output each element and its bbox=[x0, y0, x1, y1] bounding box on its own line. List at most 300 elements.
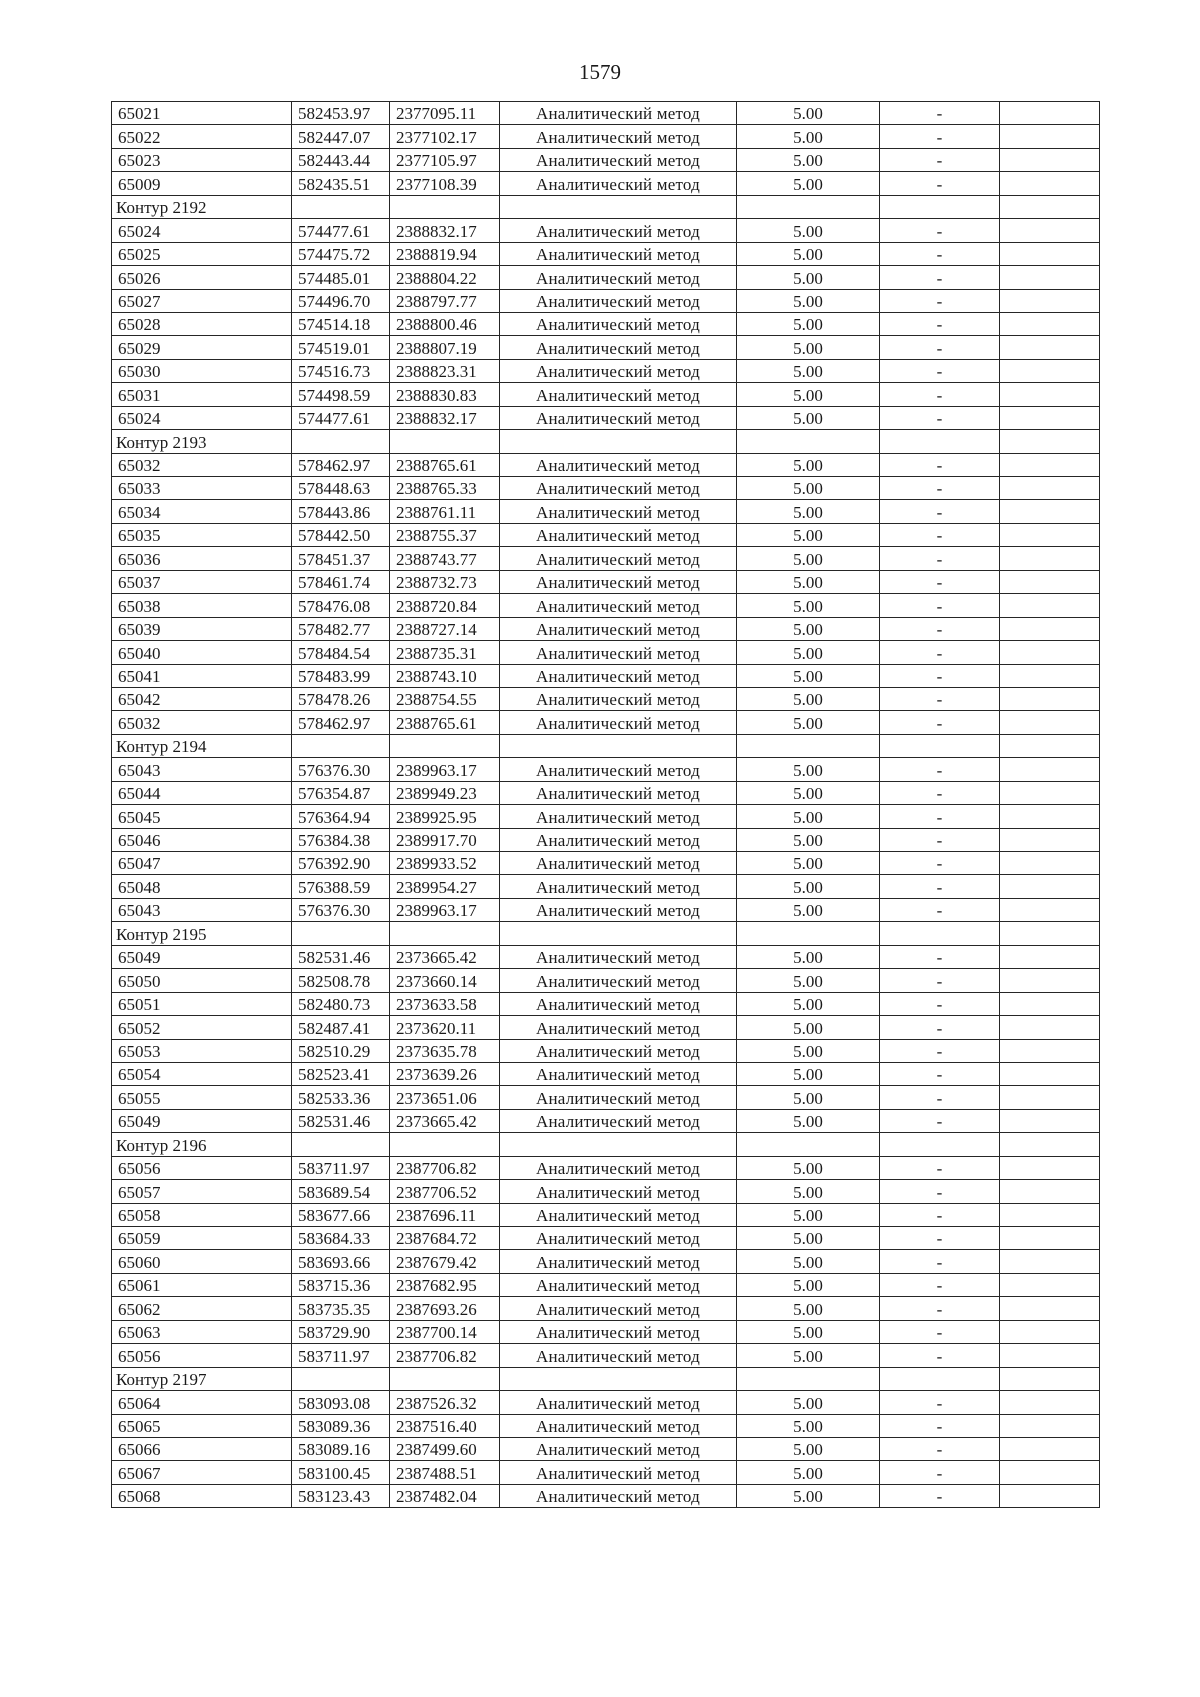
note-cell: - bbox=[880, 1086, 1000, 1109]
method-cell: Аналитический метод bbox=[500, 1039, 737, 1062]
empty-cell bbox=[1000, 969, 1100, 992]
empty-cell bbox=[1000, 617, 1100, 640]
table-row bbox=[112, 969, 1100, 992]
accuracy-cell: 5.00 bbox=[737, 1039, 880, 1062]
contour-label: Контур 2195 bbox=[112, 922, 292, 945]
accuracy-cell: 5.00 bbox=[737, 1320, 880, 1343]
empty-cell bbox=[1000, 523, 1100, 546]
method-cell: Аналитический метод bbox=[500, 992, 737, 1015]
accuracy-cell: 5.00 bbox=[737, 1344, 880, 1367]
point-id-cell: 65049 bbox=[112, 1109, 292, 1132]
method-cell: Аналитический метод bbox=[500, 266, 737, 289]
point-id-cell: 65058 bbox=[112, 1203, 292, 1226]
accuracy-cell: 5.00 bbox=[737, 102, 880, 125]
method-cell: Аналитический метод bbox=[500, 1273, 737, 1296]
y-cell bbox=[390, 922, 500, 945]
table-row bbox=[112, 898, 1100, 921]
x-coordinate-cell: 578462.97 bbox=[292, 453, 390, 476]
method-cell: Аналитический метод bbox=[500, 1062, 737, 1085]
y-coordinate-cell: 2387706.52 bbox=[390, 1180, 500, 1203]
accuracy-cell: 5.00 bbox=[737, 1227, 880, 1250]
y-coordinate-cell: 2388800.46 bbox=[390, 312, 500, 335]
empty-cell bbox=[1000, 781, 1100, 804]
y-coordinate-cell: 2387693.26 bbox=[390, 1297, 500, 1320]
point-id-cell: 65034 bbox=[112, 500, 292, 523]
x-cell bbox=[292, 734, 390, 757]
table-row bbox=[112, 1016, 1100, 1039]
table-row bbox=[112, 1250, 1100, 1273]
accuracy-cell: 5.00 bbox=[737, 1461, 880, 1484]
empty-cell bbox=[1000, 805, 1100, 828]
note-cell: - bbox=[880, 758, 1000, 781]
contour-header-row bbox=[112, 1133, 1100, 1156]
note-cell: - bbox=[880, 1156, 1000, 1179]
x-coordinate-cell: 583693.66 bbox=[292, 1250, 390, 1273]
empty-cell bbox=[1000, 1391, 1100, 1414]
accuracy-cell: 5.00 bbox=[737, 289, 880, 312]
point-id-cell: 65044 bbox=[112, 781, 292, 804]
point-id-cell: 65027 bbox=[112, 289, 292, 312]
x-coordinate-cell: 582523.41 bbox=[292, 1062, 390, 1085]
x-coordinate-cell: 583729.90 bbox=[292, 1320, 390, 1343]
point-id-cell: 65037 bbox=[112, 570, 292, 593]
accuracy-cell: 5.00 bbox=[737, 359, 880, 382]
point-id-cell: 65059 bbox=[112, 1227, 292, 1250]
note-cell: - bbox=[880, 1250, 1000, 1273]
method-cell: Аналитический метод bbox=[500, 148, 737, 171]
x-coordinate-cell: 574475.72 bbox=[292, 242, 390, 265]
note-cell: - bbox=[880, 992, 1000, 1015]
y-cell bbox=[390, 430, 500, 453]
x-coordinate-cell: 576376.30 bbox=[292, 758, 390, 781]
x-coordinate-cell: 583711.97 bbox=[292, 1344, 390, 1367]
y-coordinate-cell: 2387499.60 bbox=[390, 1437, 500, 1460]
x-coordinate-cell: 578451.37 bbox=[292, 547, 390, 570]
x-coordinate-cell: 576384.38 bbox=[292, 828, 390, 851]
x-coordinate-cell: 582533.36 bbox=[292, 1086, 390, 1109]
note-cell: - bbox=[880, 1039, 1000, 1062]
point-id-cell: 65061 bbox=[112, 1273, 292, 1296]
y-coordinate-cell: 2388743.77 bbox=[390, 547, 500, 570]
note-cell: - bbox=[880, 711, 1000, 734]
accuracy-cell: 5.00 bbox=[737, 148, 880, 171]
table-row bbox=[112, 641, 1100, 664]
contour-header-row bbox=[112, 922, 1100, 945]
y-cell bbox=[390, 734, 500, 757]
point-id-cell: 65067 bbox=[112, 1461, 292, 1484]
method-cell: Аналитический метод bbox=[500, 758, 737, 781]
point-id-cell: 65039 bbox=[112, 617, 292, 640]
table-row bbox=[112, 453, 1100, 476]
method-cell: Аналитический метод bbox=[500, 945, 737, 968]
method-cell: Аналитический метод bbox=[500, 172, 737, 195]
empty-cell bbox=[1000, 1437, 1100, 1460]
note-cell: - bbox=[880, 945, 1000, 968]
page-number: 1579 bbox=[579, 60, 621, 84]
x-coordinate-cell: 583677.66 bbox=[292, 1203, 390, 1226]
y-coordinate-cell: 2387526.32 bbox=[390, 1391, 500, 1414]
note-cell: - bbox=[880, 1016, 1000, 1039]
note-cell: - bbox=[880, 289, 1000, 312]
y-coordinate-cell: 2388830.83 bbox=[390, 383, 500, 406]
table-row bbox=[112, 219, 1100, 242]
note-cell: - bbox=[880, 875, 1000, 898]
accuracy-cell: 5.00 bbox=[737, 875, 880, 898]
y-coordinate-cell: 2377095.11 bbox=[390, 102, 500, 125]
y-coordinate-cell: 2373620.11 bbox=[390, 1016, 500, 1039]
method-cell: Аналитический метод bbox=[500, 1227, 737, 1250]
accuracy-cell bbox=[737, 922, 880, 945]
empty-cell bbox=[1000, 359, 1100, 382]
point-id-cell: 65046 bbox=[112, 828, 292, 851]
point-id-cell: 65035 bbox=[112, 523, 292, 546]
note-cell: - bbox=[880, 336, 1000, 359]
note-cell: - bbox=[880, 1062, 1000, 1085]
table-row bbox=[112, 781, 1100, 804]
accuracy-cell: 5.00 bbox=[737, 1297, 880, 1320]
x-cell bbox=[292, 430, 390, 453]
x-coordinate-cell: 582508.78 bbox=[292, 969, 390, 992]
accuracy-cell: 5.00 bbox=[737, 523, 880, 546]
y-coordinate-cell: 2377102.17 bbox=[390, 125, 500, 148]
empty-cell bbox=[1000, 430, 1100, 453]
table-row bbox=[112, 125, 1100, 148]
point-id-cell: 65064 bbox=[112, 1391, 292, 1414]
method-cell bbox=[500, 195, 737, 218]
empty-cell bbox=[1000, 1273, 1100, 1296]
method-cell: Аналитический метод bbox=[500, 852, 737, 875]
accuracy-cell: 5.00 bbox=[737, 1391, 880, 1414]
table-row bbox=[112, 1437, 1100, 1460]
accuracy-cell: 5.00 bbox=[737, 1484, 880, 1507]
point-id-cell: 65062 bbox=[112, 1297, 292, 1320]
contour-label: Контур 2193 bbox=[112, 430, 292, 453]
y-coordinate-cell: 2388797.77 bbox=[390, 289, 500, 312]
table-row bbox=[112, 1391, 1100, 1414]
accuracy-cell: 5.00 bbox=[737, 500, 880, 523]
method-cell: Аналитический метод bbox=[500, 711, 737, 734]
empty-cell bbox=[1000, 1320, 1100, 1343]
empty-cell bbox=[1000, 1156, 1100, 1179]
point-id-cell: 65030 bbox=[112, 359, 292, 382]
empty-cell bbox=[1000, 102, 1100, 125]
y-coordinate-cell: 2373639.26 bbox=[390, 1062, 500, 1085]
table-row bbox=[112, 664, 1100, 687]
empty-cell bbox=[1000, 289, 1100, 312]
empty-cell bbox=[1000, 195, 1100, 218]
x-coordinate-cell: 583093.08 bbox=[292, 1391, 390, 1414]
note-cell: - bbox=[880, 453, 1000, 476]
table-row bbox=[112, 336, 1100, 359]
table-row bbox=[112, 1344, 1100, 1367]
empty-cell bbox=[1000, 336, 1100, 359]
y-coordinate-cell: 2387679.42 bbox=[390, 1250, 500, 1273]
table-row bbox=[112, 1297, 1100, 1320]
note-cell: - bbox=[880, 594, 1000, 617]
y-coordinate-cell: 2387684.72 bbox=[390, 1227, 500, 1250]
point-id-cell: 65041 bbox=[112, 664, 292, 687]
accuracy-cell: 5.00 bbox=[737, 898, 880, 921]
table-row bbox=[112, 1414, 1100, 1437]
accuracy-cell: 5.00 bbox=[737, 477, 880, 500]
note-cell: - bbox=[880, 406, 1000, 429]
point-id-cell: 65024 bbox=[112, 219, 292, 242]
accuracy-cell bbox=[737, 734, 880, 757]
method-cell: Аналитический метод bbox=[500, 125, 737, 148]
note-cell bbox=[880, 1367, 1000, 1390]
y-coordinate-cell: 2373665.42 bbox=[390, 1109, 500, 1132]
accuracy-cell: 5.00 bbox=[737, 125, 880, 148]
point-id-cell: 65033 bbox=[112, 477, 292, 500]
y-coordinate-cell: 2389963.17 bbox=[390, 758, 500, 781]
method-cell: Аналитический метод bbox=[500, 289, 737, 312]
y-cell bbox=[390, 195, 500, 218]
empty-cell bbox=[1000, 1227, 1100, 1250]
empty-cell bbox=[1000, 734, 1100, 757]
x-coordinate-cell: 583711.97 bbox=[292, 1156, 390, 1179]
method-cell bbox=[500, 430, 737, 453]
note-cell: - bbox=[880, 664, 1000, 687]
note-cell: - bbox=[880, 805, 1000, 828]
method-cell: Аналитический метод bbox=[500, 383, 737, 406]
y-coordinate-cell: 2389963.17 bbox=[390, 898, 500, 921]
table-row bbox=[112, 477, 1100, 500]
x-coordinate-cell: 578443.86 bbox=[292, 500, 390, 523]
x-cell bbox=[292, 1367, 390, 1390]
x-cell bbox=[292, 195, 390, 218]
empty-cell bbox=[1000, 922, 1100, 945]
empty-cell bbox=[1000, 594, 1100, 617]
accuracy-cell: 5.00 bbox=[737, 594, 880, 617]
method-cell: Аналитический метод bbox=[500, 1016, 737, 1039]
method-cell: Аналитический метод bbox=[500, 641, 737, 664]
point-id-cell: 65026 bbox=[112, 266, 292, 289]
accuracy-cell bbox=[737, 1133, 880, 1156]
empty-cell bbox=[1000, 1367, 1100, 1390]
table-row bbox=[112, 711, 1100, 734]
method-cell: Аналитический метод bbox=[500, 594, 737, 617]
x-coordinate-cell: 583089.36 bbox=[292, 1414, 390, 1437]
empty-cell bbox=[1000, 898, 1100, 921]
empty-cell bbox=[1000, 500, 1100, 523]
note-cell: - bbox=[880, 828, 1000, 851]
empty-cell bbox=[1000, 570, 1100, 593]
method-cell: Аналитический метод bbox=[500, 1297, 737, 1320]
table-row bbox=[112, 945, 1100, 968]
table-row bbox=[112, 1227, 1100, 1250]
note-cell: - bbox=[880, 148, 1000, 171]
x-coordinate-cell: 583689.54 bbox=[292, 1180, 390, 1203]
x-coordinate-cell: 576388.59 bbox=[292, 875, 390, 898]
table-row bbox=[112, 1273, 1100, 1296]
empty-cell bbox=[1000, 1461, 1100, 1484]
table-row bbox=[112, 758, 1100, 781]
x-coordinate-cell: 576376.30 bbox=[292, 898, 390, 921]
accuracy-cell: 5.00 bbox=[737, 1250, 880, 1273]
accuracy-cell: 5.00 bbox=[737, 945, 880, 968]
point-id-cell: 65022 bbox=[112, 125, 292, 148]
x-coordinate-cell: 576354.87 bbox=[292, 781, 390, 804]
note-cell: - bbox=[880, 687, 1000, 710]
table-row bbox=[112, 359, 1100, 382]
table-row bbox=[112, 828, 1100, 851]
point-id-cell: 65051 bbox=[112, 992, 292, 1015]
empty-cell bbox=[1000, 477, 1100, 500]
table-row bbox=[112, 1039, 1100, 1062]
method-cell: Аналитический метод bbox=[500, 359, 737, 382]
y-coordinate-cell: 2388732.73 bbox=[390, 570, 500, 593]
accuracy-cell: 5.00 bbox=[737, 992, 880, 1015]
table-row bbox=[112, 1086, 1100, 1109]
accuracy-cell bbox=[737, 1367, 880, 1390]
point-id-cell: 65054 bbox=[112, 1062, 292, 1085]
note-cell: - bbox=[880, 1227, 1000, 1250]
x-coordinate-cell: 582480.73 bbox=[292, 992, 390, 1015]
point-id-cell: 65052 bbox=[112, 1016, 292, 1039]
empty-cell bbox=[1000, 219, 1100, 242]
point-id-cell: 65023 bbox=[112, 148, 292, 171]
y-coordinate-cell: 2388735.31 bbox=[390, 641, 500, 664]
table-row bbox=[112, 1109, 1100, 1132]
point-id-cell: 65050 bbox=[112, 969, 292, 992]
table-row bbox=[112, 172, 1100, 195]
table-row bbox=[112, 992, 1100, 1015]
method-cell: Аналитический метод bbox=[500, 805, 737, 828]
table-row bbox=[112, 1203, 1100, 1226]
accuracy-cell: 5.00 bbox=[737, 219, 880, 242]
y-coordinate-cell: 2373651.06 bbox=[390, 1086, 500, 1109]
point-id-cell: 65047 bbox=[112, 852, 292, 875]
method-cell: Аналитический метод bbox=[500, 1203, 737, 1226]
accuracy-cell: 5.00 bbox=[737, 1062, 880, 1085]
y-coordinate-cell: 2388807.19 bbox=[390, 336, 500, 359]
empty-cell bbox=[1000, 172, 1100, 195]
y-coordinate-cell: 2373660.14 bbox=[390, 969, 500, 992]
note-cell: - bbox=[880, 1180, 1000, 1203]
note-cell bbox=[880, 734, 1000, 757]
note-cell: - bbox=[880, 1437, 1000, 1460]
empty-cell bbox=[1000, 711, 1100, 734]
accuracy-cell: 5.00 bbox=[737, 1437, 880, 1460]
method-cell bbox=[500, 922, 737, 945]
note-cell: - bbox=[880, 172, 1000, 195]
empty-cell bbox=[1000, 1062, 1100, 1085]
point-id-cell: 65065 bbox=[112, 1414, 292, 1437]
y-coordinate-cell: 2387706.82 bbox=[390, 1156, 500, 1179]
table-row bbox=[112, 500, 1100, 523]
note-cell: - bbox=[880, 477, 1000, 500]
x-coordinate-cell: 574516.73 bbox=[292, 359, 390, 382]
accuracy-cell: 5.00 bbox=[737, 172, 880, 195]
table-row bbox=[112, 1320, 1100, 1343]
y-cell bbox=[390, 1133, 500, 1156]
x-coordinate-cell: 583735.35 bbox=[292, 1297, 390, 1320]
empty-cell bbox=[1000, 758, 1100, 781]
method-cell: Аналитический метод bbox=[500, 898, 737, 921]
note-cell: - bbox=[880, 125, 1000, 148]
table-row bbox=[112, 852, 1100, 875]
accuracy-cell: 5.00 bbox=[737, 687, 880, 710]
empty-cell bbox=[1000, 1250, 1100, 1273]
method-cell: Аналитический метод bbox=[500, 312, 737, 335]
coordinates-table bbox=[111, 101, 1100, 1508]
y-coordinate-cell: 2389949.23 bbox=[390, 781, 500, 804]
table-row bbox=[112, 242, 1100, 265]
note-cell: - bbox=[880, 570, 1000, 593]
empty-cell bbox=[1000, 687, 1100, 710]
x-coordinate-cell: 578484.54 bbox=[292, 641, 390, 664]
point-id-cell: 65038 bbox=[112, 594, 292, 617]
point-id-cell: 65066 bbox=[112, 1437, 292, 1460]
x-coordinate-cell: 582453.97 bbox=[292, 102, 390, 125]
note-cell: - bbox=[880, 1297, 1000, 1320]
y-coordinate-cell: 2388755.37 bbox=[390, 523, 500, 546]
method-cell: Аналитический метод bbox=[500, 828, 737, 851]
y-coordinate-cell: 2373633.58 bbox=[390, 992, 500, 1015]
empty-cell bbox=[1000, 1039, 1100, 1062]
x-coordinate-cell: 578442.50 bbox=[292, 523, 390, 546]
y-coordinate-cell: 2389954.27 bbox=[390, 875, 500, 898]
accuracy-cell: 5.00 bbox=[737, 969, 880, 992]
table-row bbox=[112, 1062, 1100, 1085]
y-coordinate-cell: 2388832.17 bbox=[390, 406, 500, 429]
point-id-cell: 65029 bbox=[112, 336, 292, 359]
empty-cell bbox=[1000, 664, 1100, 687]
contour-header-row bbox=[112, 430, 1100, 453]
empty-cell bbox=[1000, 383, 1100, 406]
point-id-cell: 65028 bbox=[112, 312, 292, 335]
point-id-cell: 65056 bbox=[112, 1156, 292, 1179]
y-coordinate-cell: 2388765.61 bbox=[390, 711, 500, 734]
accuracy-cell: 5.00 bbox=[737, 383, 880, 406]
table-row bbox=[112, 1461, 1100, 1484]
note-cell: - bbox=[880, 852, 1000, 875]
empty-cell bbox=[1000, 1414, 1100, 1437]
x-coordinate-cell: 582487.41 bbox=[292, 1016, 390, 1039]
contour-header-row bbox=[112, 1367, 1100, 1390]
point-id-cell: 65056 bbox=[112, 1344, 292, 1367]
x-coordinate-cell: 582443.44 bbox=[292, 148, 390, 171]
y-coordinate-cell: 2389933.52 bbox=[390, 852, 500, 875]
table-row bbox=[112, 617, 1100, 640]
method-cell: Аналитический метод bbox=[500, 1109, 737, 1132]
note-cell bbox=[880, 195, 1000, 218]
accuracy-cell: 5.00 bbox=[737, 781, 880, 804]
method-cell: Аналитический метод bbox=[500, 336, 737, 359]
x-cell bbox=[292, 1133, 390, 1156]
y-coordinate-cell: 2388823.31 bbox=[390, 359, 500, 382]
x-coordinate-cell: 578483.99 bbox=[292, 664, 390, 687]
table-row bbox=[112, 1180, 1100, 1203]
point-id-cell: 65053 bbox=[112, 1039, 292, 1062]
accuracy-cell: 5.00 bbox=[737, 641, 880, 664]
x-coordinate-cell: 582447.07 bbox=[292, 125, 390, 148]
point-id-cell: 65043 bbox=[112, 758, 292, 781]
point-id-cell: 65025 bbox=[112, 242, 292, 265]
accuracy-cell: 5.00 bbox=[737, 828, 880, 851]
x-coordinate-cell: 576392.90 bbox=[292, 852, 390, 875]
note-cell: - bbox=[880, 1461, 1000, 1484]
contour-header-row bbox=[112, 734, 1100, 757]
y-coordinate-cell: 2388720.84 bbox=[390, 594, 500, 617]
note-cell: - bbox=[880, 898, 1000, 921]
method-cell: Аналитический метод bbox=[500, 570, 737, 593]
x-coordinate-cell: 583123.43 bbox=[292, 1484, 390, 1507]
point-id-cell: 65032 bbox=[112, 453, 292, 476]
note-cell bbox=[880, 1133, 1000, 1156]
method-cell: Аналитический метод bbox=[500, 1437, 737, 1460]
x-coordinate-cell: 576364.94 bbox=[292, 805, 390, 828]
